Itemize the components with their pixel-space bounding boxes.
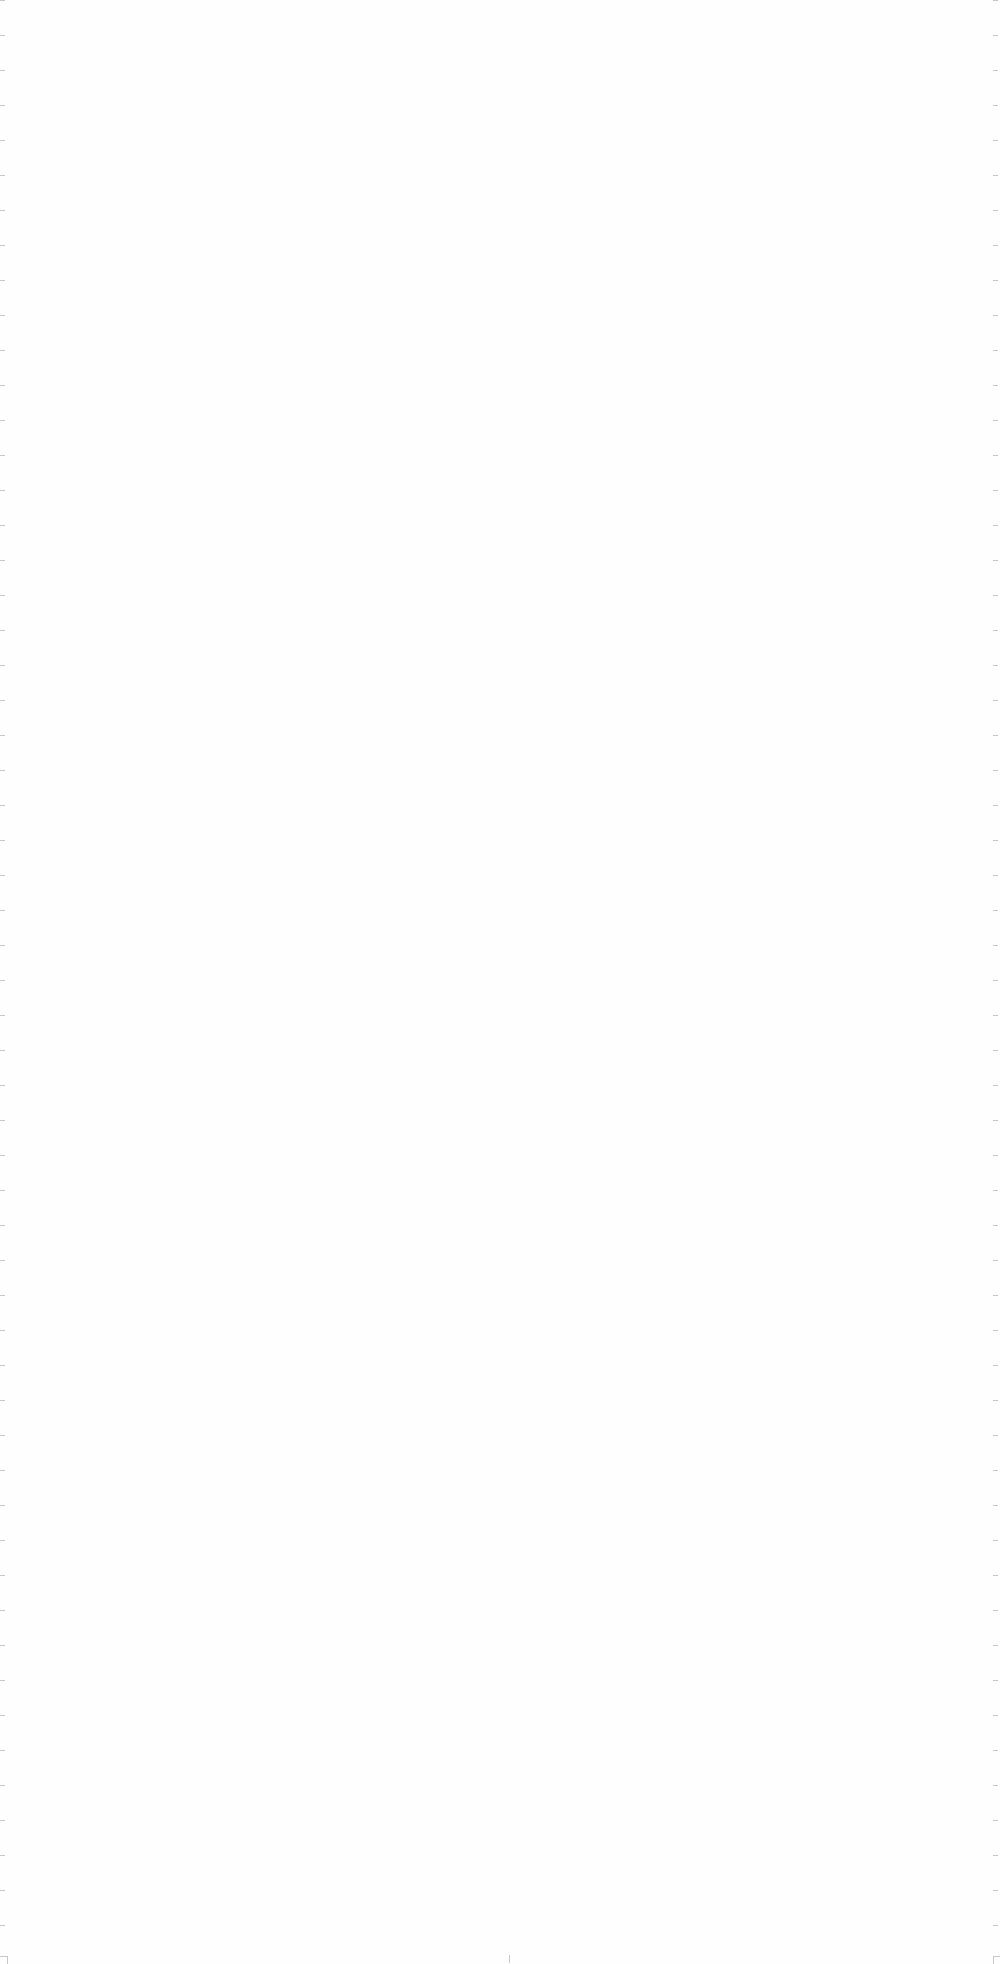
left-margin-ruler xyxy=(0,0,6,1963)
margin-tick-mark xyxy=(993,700,998,701)
margin-tick-mark xyxy=(0,1470,5,1471)
margin-tick-mark xyxy=(0,1015,5,1016)
margin-tick-mark xyxy=(0,630,5,631)
margin-tick-mark xyxy=(993,1085,998,1086)
margin-tick-mark xyxy=(993,1260,998,1261)
margin-tick-mark xyxy=(993,1540,998,1541)
margin-tick-mark xyxy=(0,70,5,71)
margin-tick-mark xyxy=(993,70,998,71)
margin-tick-mark xyxy=(0,1540,5,1541)
margin-tick-mark xyxy=(993,630,998,631)
margin-tick-mark xyxy=(0,1855,5,1856)
margin-tick-mark xyxy=(0,490,5,491)
margin-tick-mark xyxy=(0,525,5,526)
margin-tick-mark xyxy=(993,315,998,316)
margin-tick-mark xyxy=(993,980,998,981)
margin-tick-mark xyxy=(993,1680,998,1681)
margin-tick-mark xyxy=(0,910,5,911)
margin-tick-mark xyxy=(0,735,5,736)
margin-tick-mark xyxy=(993,1330,998,1331)
margin-tick-mark xyxy=(993,1155,998,1156)
margin-tick-mark xyxy=(0,1260,5,1261)
margin-tick-mark xyxy=(0,140,5,141)
margin-tick-mark xyxy=(993,1120,998,1121)
margin-tick-mark xyxy=(993,910,998,911)
margin-tick-mark xyxy=(0,1820,5,1821)
margin-tick-mark xyxy=(993,1505,998,1506)
margin-tick-mark xyxy=(993,1365,998,1366)
margin-tick-mark xyxy=(0,385,5,386)
margin-tick-mark xyxy=(993,1015,998,1016)
margin-tick-mark xyxy=(0,0,5,1)
margin-tick-mark xyxy=(993,525,998,526)
margin-tick-mark xyxy=(993,1295,998,1296)
margin-tick-mark xyxy=(993,1645,998,1646)
margin-tick-mark xyxy=(993,105,998,106)
margin-tick-mark xyxy=(0,945,5,946)
margin-tick-mark xyxy=(0,770,5,771)
margin-tick-mark xyxy=(993,805,998,806)
margin-tick-mark xyxy=(0,1610,5,1611)
margin-tick-mark xyxy=(0,665,5,666)
margin-tick-mark xyxy=(0,280,5,281)
margin-tick-mark xyxy=(0,1085,5,1086)
margin-tick-mark xyxy=(993,1225,998,1226)
margin-tick-mark xyxy=(993,1400,998,1401)
margin-tick-mark xyxy=(0,175,5,176)
margin-tick-mark xyxy=(0,210,5,211)
margin-tick-mark xyxy=(0,1575,5,1576)
margin-tick-mark xyxy=(993,1715,998,1716)
margin-tick-mark xyxy=(0,980,5,981)
margin-tick-mark xyxy=(993,245,998,246)
margin-tick-mark xyxy=(993,385,998,386)
margin-tick-mark xyxy=(0,350,5,351)
margin-tick-mark xyxy=(993,1575,998,1576)
margin-tick-mark xyxy=(0,1925,5,1926)
margin-tick-mark xyxy=(0,1890,5,1891)
right-margin-ruler xyxy=(992,0,998,1963)
margin-tick-mark xyxy=(993,1750,998,1751)
margin-tick-mark xyxy=(993,420,998,421)
margin-tick-mark xyxy=(0,1050,5,1051)
margin-tick-mark xyxy=(993,560,998,561)
margin-tick-mark xyxy=(0,1365,5,1366)
margin-tick-mark xyxy=(993,735,998,736)
margin-tick-mark xyxy=(993,140,998,141)
margin-tick-mark xyxy=(0,105,5,106)
margin-tick-mark xyxy=(993,280,998,281)
margin-tick-mark xyxy=(0,455,5,456)
margin-tick-mark xyxy=(993,1890,998,1891)
margin-tick-mark xyxy=(993,1190,998,1191)
margin-tick-mark xyxy=(993,1610,998,1611)
margin-tick-mark xyxy=(993,210,998,211)
margin-tick-mark xyxy=(0,1295,5,1296)
margin-tick-mark xyxy=(993,0,998,1)
margin-tick-mark xyxy=(993,1785,998,1786)
margin-tick-mark xyxy=(993,175,998,176)
margin-tick-mark xyxy=(993,455,998,456)
margin-tick-mark xyxy=(0,420,5,421)
margin-tick-mark xyxy=(0,840,5,841)
margin-tick-mark xyxy=(993,1470,998,1471)
margin-tick-mark xyxy=(993,665,998,666)
margin-tick-mark xyxy=(993,1820,998,1821)
margin-tick-mark xyxy=(993,840,998,841)
margin-tick-mark xyxy=(0,1645,5,1646)
bottom-center-crop-mark xyxy=(509,1955,510,1963)
margin-tick-mark xyxy=(0,700,5,701)
margin-tick-mark xyxy=(0,1155,5,1156)
margin-tick-mark xyxy=(0,315,5,316)
margin-tick-mark xyxy=(993,35,998,36)
margin-tick-mark xyxy=(0,35,5,36)
margin-tick-mark xyxy=(0,1435,5,1436)
margin-tick-mark xyxy=(0,805,5,806)
margin-tick-mark xyxy=(0,1330,5,1331)
margin-tick-mark xyxy=(0,245,5,246)
margin-tick-mark xyxy=(993,1050,998,1051)
margin-tick-mark xyxy=(0,1400,5,1401)
margin-tick-mark xyxy=(993,1435,998,1436)
margin-tick-mark xyxy=(0,1505,5,1506)
margin-tick-mark xyxy=(993,875,998,876)
margin-tick-mark xyxy=(0,1785,5,1786)
margin-tick-mark xyxy=(993,1855,998,1856)
margin-tick-mark xyxy=(0,595,5,596)
margin-tick-mark xyxy=(0,1680,5,1681)
margin-tick-mark xyxy=(0,1120,5,1121)
margin-tick-mark xyxy=(0,1750,5,1751)
margin-tick-mark xyxy=(993,945,998,946)
margin-tick-mark xyxy=(0,560,5,561)
margin-tick-mark xyxy=(0,1715,5,1716)
margin-tick-mark xyxy=(993,595,998,596)
margin-tick-mark xyxy=(993,770,998,771)
margin-tick-mark xyxy=(993,1925,998,1926)
margin-tick-mark xyxy=(0,1190,5,1191)
margin-tick-mark xyxy=(993,490,998,491)
margin-tick-mark xyxy=(993,350,998,351)
margin-tick-mark xyxy=(0,1225,5,1226)
margin-tick-mark xyxy=(0,875,5,876)
